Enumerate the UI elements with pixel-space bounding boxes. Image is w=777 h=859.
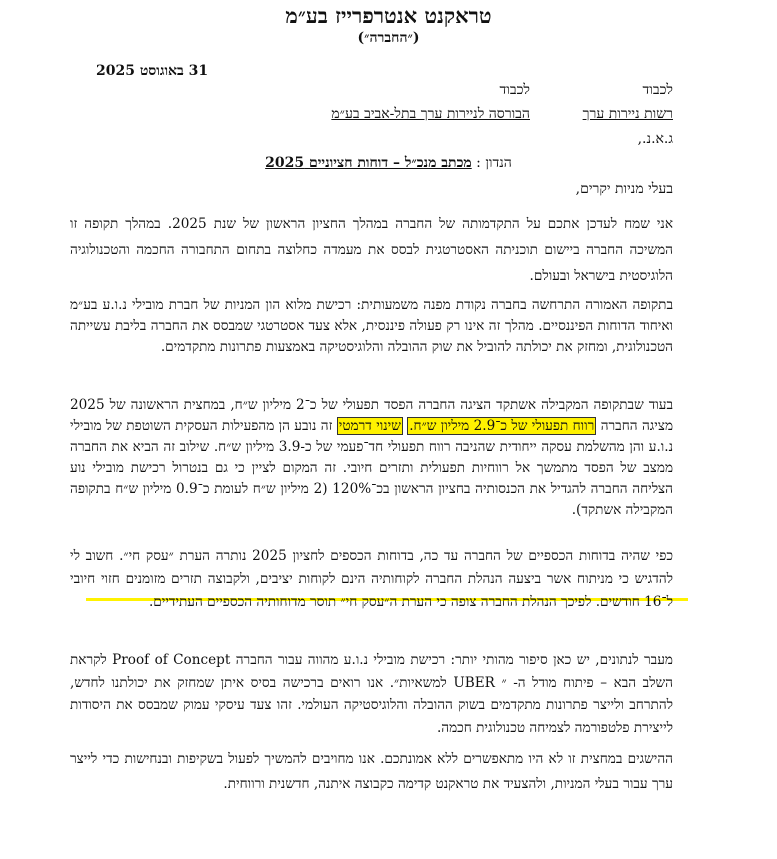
- paragraph-1: אני שמח לעדכן אתכם על התקדמותה של החברה במהלך החציון הראשון של שנת 2025. במהלך תקופה זו המשיכה החברה ביישום תוכניתה האסטרטגית לבסס את מעמדה כחלוצה בתחום התחבורה החכמה והטכנולוגיה הלוגיסטית בישראל ובעולם.: [70, 216, 673, 284]
- recipient-name: הבורסה לניירות ערך בתל-אביב בע״מ: [331, 106, 530, 122]
- highlight-cash-flow: תזרים מזומנים חזוי חיובי ל־16 חודשים. לפיכך הנהלת החברה צופה כי הערת ה״עסק חי״ תוסר: [70, 571, 673, 610]
- highlight-operating-profit: רווח תפעולי של כ־2.9 מיליון ש״ח.: [409, 418, 595, 434]
- subject-line: [0, 155, 777, 172]
- company-title: טראקנט אנטרפרייז בע״מ: [285, 3, 492, 28]
- subject-text: מכתב מנכ״ל – דוחות חציוניים 2025: [265, 155, 472, 171]
- paragraph-4-text-b: מדוחותיה הכספיים העתידיים.: [148, 594, 310, 610]
- recipient-securities-authority: [583, 78, 673, 126]
- salutation-short: ג.א.נ.,: [637, 131, 673, 147]
- subject-prefix: הנדון :: [476, 155, 512, 171]
- paragraph-4: [70, 545, 673, 614]
- paragraph-6: ההישגים במחצית זו לא היו מתאפשרים ללא אמונתכם. אנו מחויבים להמשיך לפעול בשקיפות ובנחישות כדי לייצר ערך עבור בעלי המניות, ולהצעיד את טראקנט קדימה כקבוצה איתנה, חדשנית ורווחית.: [70, 751, 673, 792]
- company-subtitle: (״החברה״): [357, 30, 420, 46]
- recipient-stock-exchange: [331, 78, 530, 126]
- paragraph-3: [70, 395, 673, 521]
- recipient-label: לכבוד: [499, 82, 530, 98]
- paragraph-4-text-a: כפי שהיה בדוחות הכספיים של החברה עד כה, בדוחות הכספים לחציון 2025 נותרה הערת ״עסק חי״. חשוב לי להדגיש כי מניתוח אשר ביצעה הנהלת החברה לקוחותיה הינם לקוחות יציבים, ולקבוצה: [70, 548, 673, 587]
- paragraph-3-text-a: בעוד שבתקופה המקבילה אשתקד הציגה החברה הפסד תפעולי של כ־2 מיליון ש״ח, במחצית הראשונה של 2025 מציגה החברה: [70, 397, 674, 434]
- highlight-dramatic-change: שינוי דרמטי: [338, 418, 401, 434]
- paragraph-5: מעבר לנתונים, יש כאן סיפור מהותי יותר: רכישת מובילי נ.ו.ע מהווה עבור החברה Proof of Concept לקראת השלב הבא – פיתוח מודל ה- ״ UBER למשאיות״. אנו רואים ברכישה בסיס איתן שמחזק את יכולתנו לחדש, להתרחב ולייצר פתרונות מתקדמים בשוק ההובלה והלוגיסטיקה העולמי. זהו צעד עיסקי עמוק שמבסס את היסודות לייצירת פלטפורמה לצמיחה טכנולוגית חכמה.: [70, 652, 674, 736]
- greeting: בעלי מניות יקרים,: [575, 181, 673, 197]
- paragraph-2: בתקופה האמורה התרחשה בחברה נקודת מפנה משמעותית: רכישת מלוא הון המניות של חברת מובילי נ.ו.ע בע״מ ואיחוד הדוחות הפיננסיים. מהלך זה אינו רק פעולה פיננסית, אלא צעד אסטרטגי שמבסס את החברה בליבת עשייתה הטכנולוגית, ומחזק את יכולתה להוביל את שוק ההובלה והלוגיסטיקה באמצעות פתרונות מתקדמים.: [70, 297, 673, 355]
- letter-date: 31 באוגוסט 2025: [96, 63, 209, 79]
- paragraph-3-text-c: זה נובע הן מהפעילות העסקית השוטפת של מובילי נ.ו.ע והן מהשלמת עסקה ייחודית שהניבה רווח תפעולי חד־פעמי של כ-3.9 מיליון ש״ח. שילוב זה הביא את החברה ממצב של הפסד מתמשך אל רווחיות תפעולית ותזרים חיובי. זה המקום לציין כי גם בנטרול רכישת מובילי נוע הצליחה החברה להגדיל את הכנסותיה בחציון הראשון בכ־120% (2 מיליון ש״ח לעומת כ־0.9 מיליון ש״ח בתקופה המקבילה אשתקד).: [70, 418, 674, 518]
- recipient-label: לכבוד: [642, 82, 673, 98]
- recipient-name: רשות ניירות ערך: [582, 106, 673, 122]
